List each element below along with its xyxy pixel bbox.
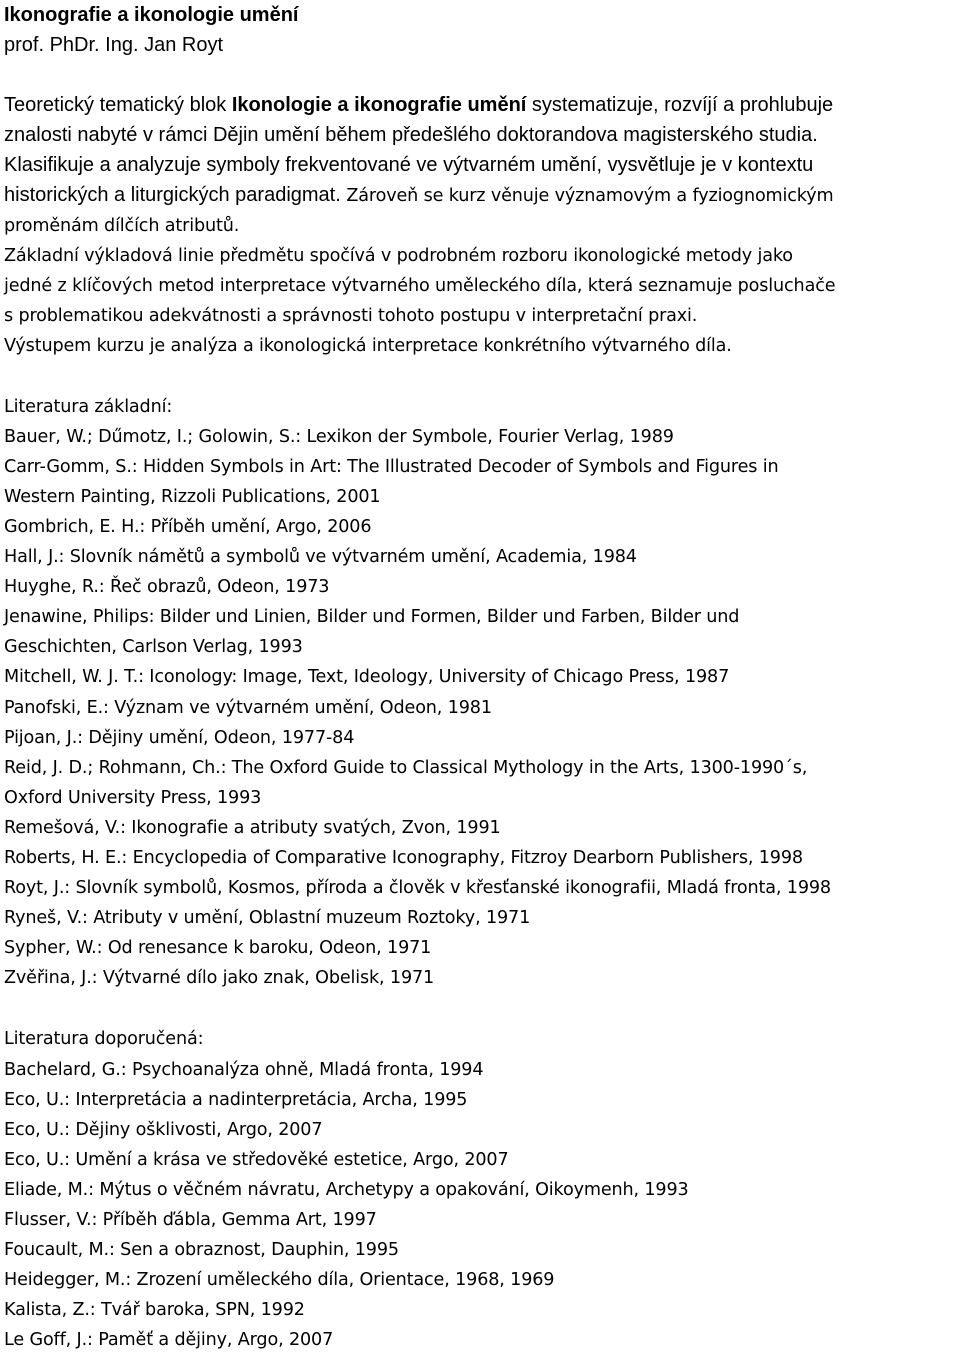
intro-line [4,90,958,120]
spacer [4,60,958,90]
reference-item: Eco, U.: Umění a krása ve středověké estetice, Argo, 2007 [4,1149,509,1170]
intro-line: jedné z klíčových metod interpretace výtvarného uměleckého díla, která seznamuje posluchače [4,276,836,297]
reference-item: Roberts, H. E.: Encyclopedia of Comparative Iconography, Fitzroy Dearborn Publishers, 1998 [4,847,803,868]
reference-item: Oxford University Press, 1993 [4,787,262,808]
section-heading: Literatura doporučená: [4,1029,204,1050]
document-author: prof. PhDr. Ing. Jan Royt [4,34,223,56]
reference-item: Carr-Gomm, S.: Hidden Symbols in Art: The Illustrated Decoder of Symbols and Figures in [4,456,779,477]
reference-item: Heidegger, M.: Zrození uměleckého díla, Orientace, 1968, 1969 [4,1270,555,1291]
intro-line: Klasifikuje a analyzuje symboly frekventované ve výtvarném umění, vysvětluje je v kontextu [4,154,814,176]
intro-text: historických a liturgických paradigmat. [4,184,347,206]
reference-list [4,1055,958,1355]
recommended-literature-section [4,1024,958,1355]
spacer [4,362,958,392]
reference-item: Geschichten, Carlson Verlag, 1993 [4,637,303,658]
reference-item: Hall, J.: Slovník námětů a symbolů ve výtvarném umění, Academia, 1984 [4,547,637,568]
reference-item: Remešová, V.: Ikonografie a atributy svatých, Zvon, 1991 [4,817,501,838]
intro-line: proměnám dílčích atributů. [4,216,240,237]
reference-item: Eco, U.: Dějiny ošklivosti, Argo, 2007 [4,1119,323,1140]
reference-list [4,422,958,994]
reference-item: Bauer, W.; Dűmotz, I.; Golowin, S.: Lexikon der Symbole, Fourier Verlag, 1989 [4,426,674,447]
reference-item: Huyghe, R.: Řeč obrazů, Odeon, 1973 [4,577,330,598]
reference-item: Royt, J.: Slovník symbolů, Kosmos, příroda a člověk v křesťanské ikonografii, Mladá fronta, 1998 [4,878,831,899]
reference-item: Eliade, M.: Mýtus o věčném návratu, Archetypy a opakování, Oikoymenh, 1993 [4,1179,689,1200]
document-title: Ikonografie a ikonologie umění [4,4,299,26]
intro-section [4,90,958,362]
intro-line: Základní výkladová linie předmětu spočívá v podrobném rozboru ikonologické metody jako [4,246,793,267]
reference-item: Panofski, E.: Význam ve výtvarném umění, Odeon, 1981 [4,697,492,718]
reference-item: Kalista, Z.: Tvář baroka, SPN, 1992 [4,1300,305,1321]
reference-item: Jenawine, Philips: Bilder und Linien, Bilder und Formen, Bilder und Farben, Bilder und [4,607,740,628]
reference-item: Eco, U.: Interpretácia a nadinterpretácia, Archa, 1995 [4,1089,468,1110]
section-heading: Literatura základní: [4,396,173,417]
intro-line [4,180,958,211]
intro-text: Zároveň se kurz věnuje významovým a fyziognomickým [346,186,834,206]
reference-item: Ryneš, V.: Atributy v umění, Oblastní muzeum Roztoky, 1971 [4,908,531,929]
reference-item: Flusser, V.: Příběh ďábla, Gemma Art, 1997 [4,1210,377,1230]
reference-item: Reid, J. D.; Rohmann, Ch.: The Oxford Guide to Classical Mythology in the Arts, 1300-1990´s, [4,757,808,778]
intro-line: s problematikou adekvátnosti a správnosti tohoto postupu v interpretační praxi. [4,306,698,327]
intro-line: znalosti nabyté v rámci Dějin umění během předešlého doktorandova magisterského studia. [4,124,818,146]
intro-bold-topic: Ikonologie a ikonografie umění [231,94,527,116]
reference-item: Zvěřina, J.: Výtvarné dílo jako znak, Obelisk, 1971 [4,968,435,989]
reference-item: Pijoan, J.: Dějiny umění, Odeon, 1977-84 [4,727,355,748]
document-page [4,0,958,1355]
intro-text: Teoretický tematický blok [4,94,232,116]
reference-item: Bachelard, G.: Psychoanalýza ohně, Mladá fronta, 1994 [4,1059,484,1080]
reference-item: Sypher, W.: Od renesance k baroku, Odeon, 1971 [4,938,432,959]
reference-item: Gombrich, E. H.: Příběh umění, Argo, 2006 [4,516,372,537]
intro-text: systematizuje, rozvíjí a prohlubuje [526,94,834,116]
reference-item: Le Goff, J.: Paměť a dějiny, Argo, 2007 [4,1330,334,1351]
reference-item: Foucault, M.: Sen a obraznost, Dauphin, 1995 [4,1240,399,1261]
basic-literature-section [4,392,958,994]
reference-item: Mitchell, W. J. T.: Iconology: Image, Text, Ideology, University of Chicago Press, 1987 [4,667,730,688]
spacer [4,993,958,1024]
intro-line: Výstupem kurzu je analýza a ikonologická interpretace konkrétního výtvarného díla. [4,336,732,357]
reference-item: Western Painting, Rizzoli Publications, 2001 [4,486,381,507]
